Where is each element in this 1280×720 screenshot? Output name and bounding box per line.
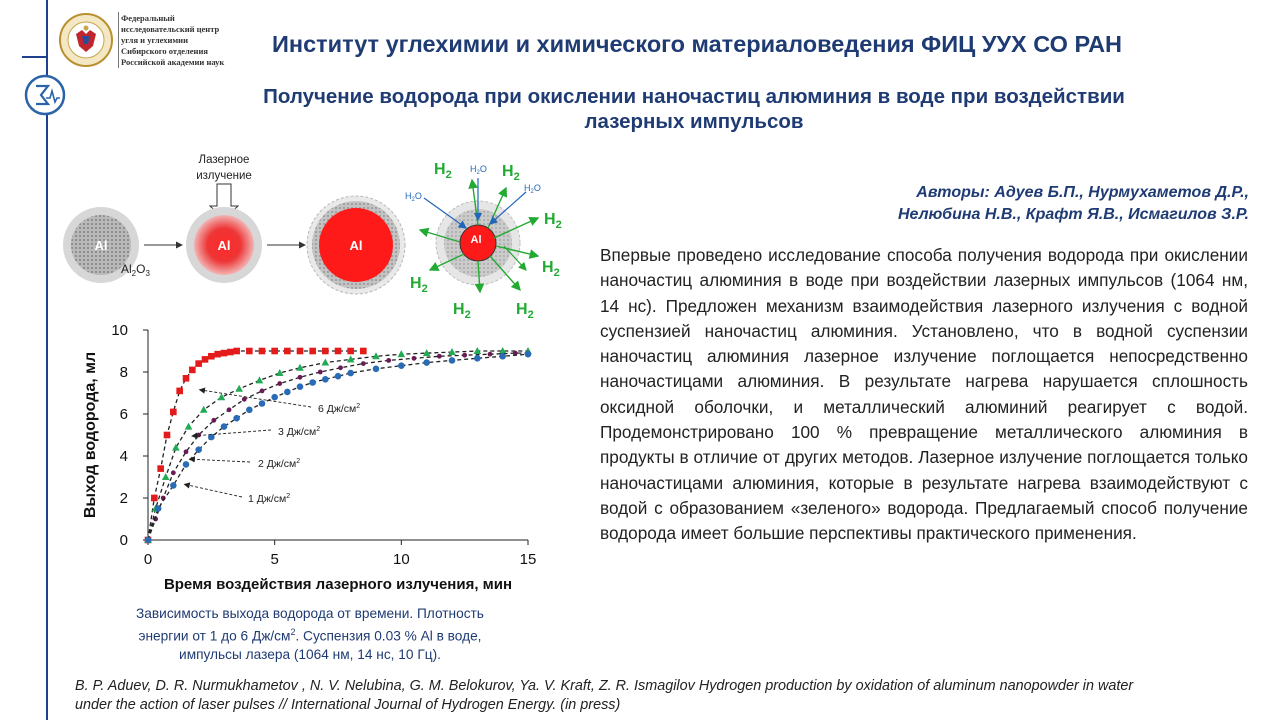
abstract-text: Впервые проведено исследование способа получения водорода при окислении наночастиц алюминия в воде при воздействии лазерных импульсов (1064 нм, 14 нс). Предложен механизм взаимодействия лазерного излучения с водной суспензией наночастиц алюминия. Установлено, что в водной суспензии наночастиц алюминия лазерное излучение поглощается непосредственно наночастицами алюминия. В результате нагрева нарушается сплошность оксидной оболочки, и металлический алюминий реагирует с водой. Продемонстрировано 100 % превращение металлического алюминия в продукты в отличие от других методов. Лазерное излучение поглощается только наночастицами алюминия, которые в результате нагрева взаимодействуют с водой с образованием «зеленого» водорода. Предлагаемый способ получение водорода имеет большие перспективы практического применения. bbox=[600, 245, 1248, 544]
data-point bbox=[170, 409, 177, 416]
data-point bbox=[423, 359, 430, 366]
x-axis-label: Время воздействия лазерного излучения, мин bbox=[163, 576, 513, 593]
annotation-arrow bbox=[200, 390, 311, 407]
data-point bbox=[271, 394, 278, 401]
y-tick-label: 6 bbox=[119, 406, 128, 423]
data-point bbox=[170, 482, 177, 489]
data-point bbox=[525, 351, 532, 358]
data-point bbox=[214, 351, 221, 358]
authors-line-1: Авторы: Адуев Б.П., Нурмухаметов Д.Р., bbox=[916, 184, 1249, 201]
data-point bbox=[157, 465, 164, 472]
x-tick-label: 10 bbox=[392, 551, 410, 568]
chart-series bbox=[144, 347, 532, 543]
data-point bbox=[227, 349, 234, 356]
data-point bbox=[338, 365, 343, 370]
data-point bbox=[499, 353, 506, 360]
series-label: 2 $Дж/см^2$ bbox=[258, 458, 301, 470]
data-point bbox=[335, 373, 342, 380]
data-point bbox=[318, 370, 323, 375]
data-point bbox=[195, 446, 202, 453]
caption-line-2: энергии от 1 до 6 $Дж/см^2$. Суспензия 0.03 % Al в воде, bbox=[138, 627, 482, 644]
h2o-label-1: $H_2O$ bbox=[405, 191, 422, 203]
data-point bbox=[360, 348, 367, 355]
reference-citation: B. P. Aduev, D. R. Nurmukhametov , N. V. Nelubina, G. M. Belokurov, Ya. V. Kraft, Z. R. Ismagilov Hydrogen production by oxidation of aluminum nanopowder in water under the action of laser pulses // International Journal of Hydrogen Energy. (in press) bbox=[75, 678, 1134, 713]
federal-center-text: Федеральный исследовательский центр угля и углехимии Сибирского отделения Российской академии наук bbox=[121, 13, 225, 67]
y-tick-label: 4 bbox=[119, 448, 128, 465]
data-point bbox=[398, 362, 405, 369]
data-point bbox=[448, 348, 456, 355]
data-point bbox=[221, 350, 228, 357]
data-point bbox=[211, 418, 216, 423]
h2-label-2: $H_2$ bbox=[502, 163, 520, 183]
al-label-1: Al bbox=[94, 238, 108, 253]
series-label: 6 $Дж/см^2$ bbox=[318, 403, 361, 415]
h2o-label-2: $H_2O$ bbox=[470, 164, 487, 176]
data-point bbox=[246, 348, 253, 355]
annotation-arrow bbox=[189, 459, 250, 462]
data-point bbox=[277, 381, 282, 386]
series-label: 3 $Дж/см^2$ bbox=[278, 426, 321, 438]
h2-label-6: $H_2$ bbox=[453, 301, 471, 321]
data-point bbox=[347, 348, 354, 355]
data-point bbox=[208, 353, 215, 360]
caption-line-1: Зависимость выхода водорода от времени. Плотность bbox=[136, 606, 484, 621]
data-point bbox=[322, 348, 329, 355]
authors-line-2: Нелюбина Н.В., Крафт Я.В., Исмагилов З.Р. bbox=[897, 206, 1249, 223]
data-point bbox=[256, 376, 264, 383]
x-tick-label: 15 bbox=[519, 551, 537, 568]
h2-label-1: $H_2$ bbox=[434, 161, 452, 181]
data-point bbox=[242, 397, 247, 402]
series-line bbox=[148, 354, 528, 540]
data-point bbox=[183, 375, 190, 382]
data-point bbox=[488, 352, 493, 357]
series-line bbox=[148, 353, 528, 540]
data-point bbox=[171, 470, 176, 475]
h2o-label-3: $H_2O$ bbox=[524, 183, 541, 195]
data-point bbox=[284, 389, 291, 396]
data-point bbox=[164, 432, 171, 439]
data-point bbox=[195, 360, 202, 367]
data-point bbox=[189, 367, 196, 374]
data-point bbox=[259, 348, 266, 355]
y-tick-label: 8 bbox=[119, 364, 128, 381]
data-point bbox=[474, 355, 481, 362]
series-line bbox=[148, 351, 363, 540]
data-point bbox=[373, 366, 380, 373]
y-tick-label: 10 bbox=[111, 322, 128, 339]
logo-separator bbox=[118, 12, 119, 68]
data-point bbox=[246, 407, 253, 414]
y-tick-label: 0 bbox=[119, 532, 128, 549]
data-point bbox=[309, 379, 316, 386]
particle-laser-heated bbox=[186, 154, 262, 283]
slide-subtitle: Получение водорода при окислении наночастиц алюминия в воде при воздействии лазерных импульсов bbox=[263, 85, 1125, 133]
data-point bbox=[347, 370, 354, 377]
data-point bbox=[184, 449, 189, 454]
data-point bbox=[155, 505, 162, 512]
annotation-arrow bbox=[192, 430, 271, 436]
h2-label-7: $H_2$ bbox=[516, 301, 534, 321]
h2-label-4: $H_2$ bbox=[542, 259, 560, 279]
series-labels bbox=[184, 390, 360, 505]
al-label-2: Al bbox=[217, 238, 231, 253]
data-point bbox=[412, 356, 417, 361]
series-label: 1 $Дж/см^2$ bbox=[248, 493, 291, 505]
laser-label-1: Лазерное bbox=[198, 154, 250, 166]
data-point bbox=[309, 348, 316, 355]
data-point bbox=[260, 389, 265, 394]
x-tick-label: 0 bbox=[143, 551, 153, 568]
particle-shell-cracking bbox=[307, 196, 405, 294]
data-point bbox=[449, 357, 456, 364]
y-axis-label: Выход водорода, мл bbox=[82, 351, 99, 519]
data-point bbox=[298, 375, 303, 380]
data-point bbox=[322, 376, 329, 383]
data-point bbox=[335, 348, 342, 355]
y-tick-label: 2 bbox=[119, 490, 128, 507]
institute-title: Институт углехимии и химического материаловедения ФИЦ УУХ СО РАН bbox=[272, 31, 1123, 57]
data-point bbox=[172, 444, 180, 451]
data-point bbox=[218, 393, 226, 400]
data-point bbox=[227, 407, 232, 412]
data-point bbox=[284, 348, 291, 355]
data-point bbox=[145, 537, 152, 544]
hydrogen-yield-chart bbox=[70, 315, 550, 600]
process-diagram bbox=[50, 150, 610, 330]
data-point bbox=[151, 495, 158, 502]
particle-reacting bbox=[405, 161, 562, 321]
authors-block bbox=[689, 182, 1249, 226]
data-point bbox=[297, 348, 304, 355]
data-point bbox=[183, 461, 190, 468]
data-point bbox=[202, 356, 209, 363]
data-point bbox=[297, 383, 304, 390]
data-point bbox=[437, 354, 442, 359]
chart-caption bbox=[80, 605, 540, 664]
data-point bbox=[221, 423, 228, 430]
data-point bbox=[398, 350, 406, 357]
data-point bbox=[361, 361, 366, 366]
federal-center-emblem bbox=[58, 10, 114, 70]
data-point bbox=[185, 423, 193, 430]
data-point bbox=[200, 406, 208, 413]
laser-label-2: излучение bbox=[196, 170, 252, 182]
h2-label-3: $H_2$ bbox=[544, 211, 562, 231]
data-point bbox=[322, 359, 330, 366]
data-point bbox=[259, 400, 266, 407]
caption-line-3: импульсы лазера (1064 нм, 14 нс, 10 Гц). bbox=[179, 647, 441, 663]
data-point bbox=[233, 415, 240, 422]
h2-label-5: $H_2$ bbox=[410, 275, 428, 295]
data-point bbox=[462, 353, 467, 358]
data-point bbox=[176, 388, 183, 395]
data-point bbox=[162, 473, 170, 480]
al-label-4: Al bbox=[470, 234, 482, 246]
data-point bbox=[271, 348, 278, 355]
left-border-tick bbox=[22, 56, 46, 58]
al2o3-label: $Al_2O_3$ bbox=[121, 262, 150, 278]
data-point bbox=[235, 385, 243, 392]
data-point bbox=[233, 348, 240, 355]
al-label-3: Al bbox=[349, 238, 363, 253]
annotation-arrow bbox=[184, 484, 242, 497]
x-tick-label: 5 bbox=[270, 551, 279, 568]
institute-logo-icon bbox=[24, 74, 66, 116]
data-point bbox=[386, 358, 391, 363]
particle-oxide-coated bbox=[63, 207, 150, 283]
